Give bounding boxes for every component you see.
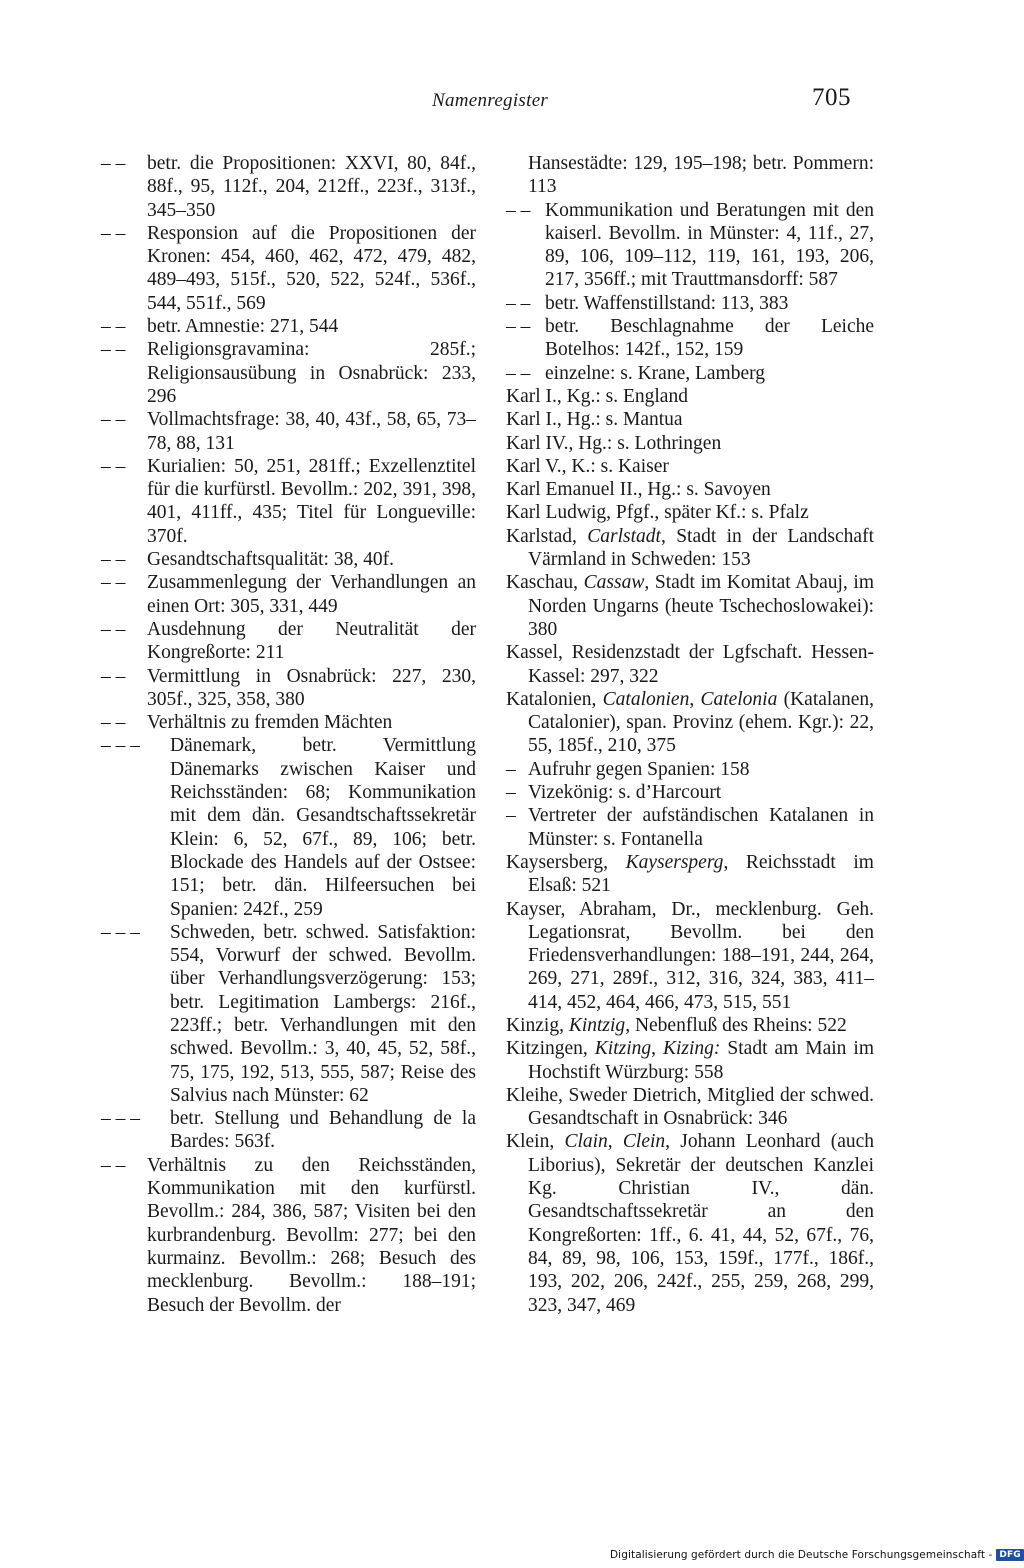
entry-text: Katalonien, Catalonien, Catelonia (Katalanen, Catalonier), span. Provinz (ehem. Kgr.): 22, 55, 185f., 210, 375 — [506, 688, 874, 757]
footer-credit: Digitalisierung gefördert durch die Deutsche Forschungsgemeinschaft - — [610, 1549, 993, 1561]
entry-dash: – – — [101, 455, 126, 477]
entry-dash: – – — [101, 222, 126, 244]
index-entry — [506, 1014, 874, 1037]
entry-text: Vizekönig: s. d’Harcourt — [528, 782, 722, 804]
index-entry — [101, 734, 476, 920]
entry-dash: – – — [506, 292, 531, 314]
index-entry — [506, 688, 874, 758]
index-entry — [506, 315, 874, 362]
index-entry — [506, 781, 874, 804]
index-entry — [506, 1037, 874, 1084]
entry-text: Gesandtschaftsqualität: 38, 40f. — [147, 549, 394, 571]
index-entry — [101, 338, 476, 408]
index-entry — [506, 1130, 874, 1316]
index-entry — [506, 804, 874, 851]
entry-dash: – – — [101, 549, 126, 571]
entry-text: Karl I., Hg.: s. Mantua — [506, 409, 683, 431]
entry-text: Responsion auf die Propositionen der Kronen: 454, 460, 462, 472, 479, 482, 489–493, 515f., 520, 522, 524f., 536f., 544, 551f., 569 — [147, 222, 476, 314]
right-column — [506, 152, 874, 1317]
index-entry — [101, 711, 476, 734]
index-entry — [101, 618, 476, 665]
entry-text: betr. Stellung und Behandlung de la Bardes: 563f. — [170, 1108, 476, 1153]
entry-dash: – – — [506, 316, 531, 338]
index-entry — [506, 758, 874, 781]
index-entry — [101, 455, 476, 548]
entry-dash: – – — [101, 339, 126, 361]
page-number: 705 — [812, 84, 851, 111]
entry-text: Verhältnis zu den Reichsständen, Kommunikation mit den kurfürstl. Bevollm.: 284, 386, 587; Visiten bei den kurbrandenburg. Bevollm: 277; bei den kurmainz. Bevollm.: 268; Besuch des mecklenburg. Bevollm.: 188–191; Besuch der Bevollm. der — [147, 1154, 476, 1316]
dfg-logo: DFG — [996, 1549, 1023, 1561]
entry-text: Kinzig, Kintzig, Nebenfluß des Rheins: 522 — [506, 1014, 847, 1036]
entry-text: Hansestädte: 129, 195–198; betr. Pommern: 113 — [528, 153, 874, 198]
entry-text: Aufruhr gegen Spanien: 158 — [528, 758, 750, 780]
entry-dash: – – — [101, 409, 126, 431]
entry-text: Karlstad, Carlstadt, Stadt in der Landschaft Värmland in Schweden: 153 — [506, 525, 874, 571]
entry-text: Vermittlung in Osnabrück: 227, 230, 305f., 325, 358, 380 — [147, 665, 476, 710]
entry-text: Zusammenlegung der Verhandlungen an einen Ort: 305, 331, 449 — [147, 572, 476, 617]
index-entry — [101, 548, 476, 571]
entry-text: Kassel, Residenzstadt der Lgfschaft. Hessen-Kassel: 297, 322 — [506, 642, 874, 687]
entry-dash: – — [506, 758, 516, 780]
entry-dash: – – — [506, 199, 531, 221]
index-entry — [506, 362, 874, 385]
entry-dash: – – – — [101, 1108, 140, 1130]
entry-text: betr. Amnestie: 271, 544 — [147, 316, 339, 338]
index-entry — [506, 851, 874, 898]
entry-dash: – – – — [101, 735, 140, 757]
index-entry — [101, 152, 476, 222]
entry-text: betr. die Propositionen: XXVI, 80, 84f., 88f., 95, 112f., 204, 212ff., 223f., 313f., 345–350 — [147, 153, 476, 221]
index-entry — [506, 641, 874, 688]
entry-text: Vollmachtsfrage: 38, 40, 43f., 58, 65, 73–78, 88, 131 — [147, 409, 476, 454]
entry-dash: – – — [101, 665, 126, 687]
entry-text: Karl IV., Hg.: s. Lothringen — [506, 432, 722, 454]
entry-text: Kaschau, Cassaw, Stadt im Komitat Abauj, im Norden Ungarns (heute Tschechoslowakei): 380 — [506, 572, 875, 640]
entry-text: Kurialien: 50, 251, 281ff.; Exzellenztitel für die kurfürstl. Bevollm.: 202, 391, 398, 401, 411ff., 435; Titel für Longueville: 370f. — [147, 455, 476, 547]
entry-text: betr. Beschlagnahme der Leiche Botelhos: 142f., 152, 159 — [545, 316, 874, 361]
index-entry — [101, 571, 476, 618]
index-entry — [506, 408, 874, 431]
entry-text: Klein, Clain, Clein, Johann Leonhard (auch Liborius), Sekretär der deutschen Kanzlei Kg. Christian IV., dän. Gesandtschaftssekretär an den Kongreßorten: 1ff., 6. 41, 44, 52, 67f., 76, 84, 89, 98, 106, 153, 159f., 177f., 186f., 193, 202, 206, 242f., 255, 259, 268, 299, 323, 347, 469 — [506, 1131, 875, 1316]
index-entry — [506, 385, 874, 408]
index-entry — [506, 199, 874, 292]
entry-dash: – – — [101, 316, 126, 338]
entry-text: Karl I., Kg.: s. England — [506, 385, 688, 407]
index-entry — [506, 1084, 874, 1131]
entry-text: Religionsgravamina: 285f.; Religionsausübung in Osnabrück: 233, 296 — [147, 339, 476, 407]
entry-text: Karl Ludwig, Pfgf., später Kf.: s. Pfalz — [506, 502, 809, 524]
page-header — [0, 84, 1000, 130]
entry-text: Vertreter der aufständischen Katalanen in Münster: s. Fontanella — [528, 805, 874, 850]
entry-text: Kayser, Abraham, Dr., mecklenburg. Geh. Legationsrat, Bevollm. bei den Friedensverhandlungen: 188–191, 244, 264, 269, 271, 289f., 312, 316, 324, 383, 411–414, 452, 464, 466, 473, 515, 551 — [506, 898, 874, 1013]
index-entry — [101, 1154, 476, 1317]
entry-dash: – – — [101, 153, 126, 174]
entry-dash: – – — [101, 712, 126, 734]
index-entry — [101, 921, 476, 1107]
index-entry — [506, 152, 874, 199]
entry-text: Schweden, betr. schwed. Satisfaktion: 554, Vorwurf der schwed. Bevollm. über Verhandlungsverzögerung: 153; betr. Legitimation Lambergs: 216f., 223ff.; betr. Verhandlungen mit den schwed. Bevollm.: 3, 40, 45, 52, 58f., 75, 175, 192, 513, 555, 587; Reise des Salvius nach Münster: 62 — [170, 921, 476, 1106]
index-entry — [101, 408, 476, 455]
index-entry — [506, 571, 874, 641]
entry-text: Ausdehnung der Neutralität der Kongreßorte: 211 — [147, 618, 476, 664]
index-entry — [101, 1107, 476, 1154]
entry-text: einzelne: s. Krane, Lamberg — [545, 362, 766, 384]
entry-text: Karl V., K.: s. Kaiser — [506, 455, 669, 477]
left-column — [101, 152, 476, 1317]
entry-text: Verhältnis zu fremden Mächten — [147, 712, 393, 734]
entry-text: betr. Waffenstillstand: 113, 383 — [545, 292, 789, 314]
entry-text: Karl Emanuel II., Hg.: s. Savoyen — [506, 479, 771, 501]
footer — [610, 1549, 1024, 1561]
entry-dash: – — [506, 805, 516, 827]
index-entry — [101, 665, 476, 712]
index-entry — [506, 292, 874, 315]
index-entry — [506, 432, 874, 455]
entry-dash: – – — [101, 572, 126, 594]
entry-dash: – – — [101, 618, 126, 640]
index-entry — [506, 501, 874, 524]
entry-text: Kaysersberg, Kaysersperg, Reichsstadt im Elsaß: 521 — [506, 851, 874, 897]
entry-text: Kommunikation und Beratungen mit den kaiserl. Bevollm. in Münster: 4, 11f., 27, 89, 106, 109–112, 119, 161, 193, 206, 217, 356ff.; mit Trauttmansdorff: 587 — [545, 199, 874, 291]
index-entry — [506, 455, 874, 478]
entry-text: Kitzingen, Kitzing, Kizing: Stadt am Main im Hochstift Würzburg: 558 — [506, 1038, 875, 1083]
entry-text: Kleihe, Sweder Dietrich, Mitglied der schwed. Gesandtschaft in Osnabrück: 346 — [506, 1084, 874, 1130]
entry-dash: – – — [101, 1154, 126, 1176]
running-title: Namenregister — [432, 90, 549, 111]
index-entry — [101, 315, 476, 338]
entry-dash: – – — [506, 362, 531, 384]
index-entry — [506, 478, 874, 501]
index-entry — [506, 898, 874, 1014]
entry-text: Dänemark, betr. Vermittlung Dänemarks zwischen Kaiser und Reichsständen: 68; Kommunikation mit dem dän. Gesandtschaftssekretär Klein: 6, 52, 67f., 89, 106; betr. Blockade des Handels auf der Ostsee: 151; betr. dän. Hilfeersuchen bei Spanien: 242f., 259 — [170, 735, 476, 920]
index-entry — [101, 222, 476, 315]
entry-dash: – – – — [101, 921, 140, 943]
index-entry — [506, 525, 874, 572]
entry-dash: – — [506, 782, 516, 804]
